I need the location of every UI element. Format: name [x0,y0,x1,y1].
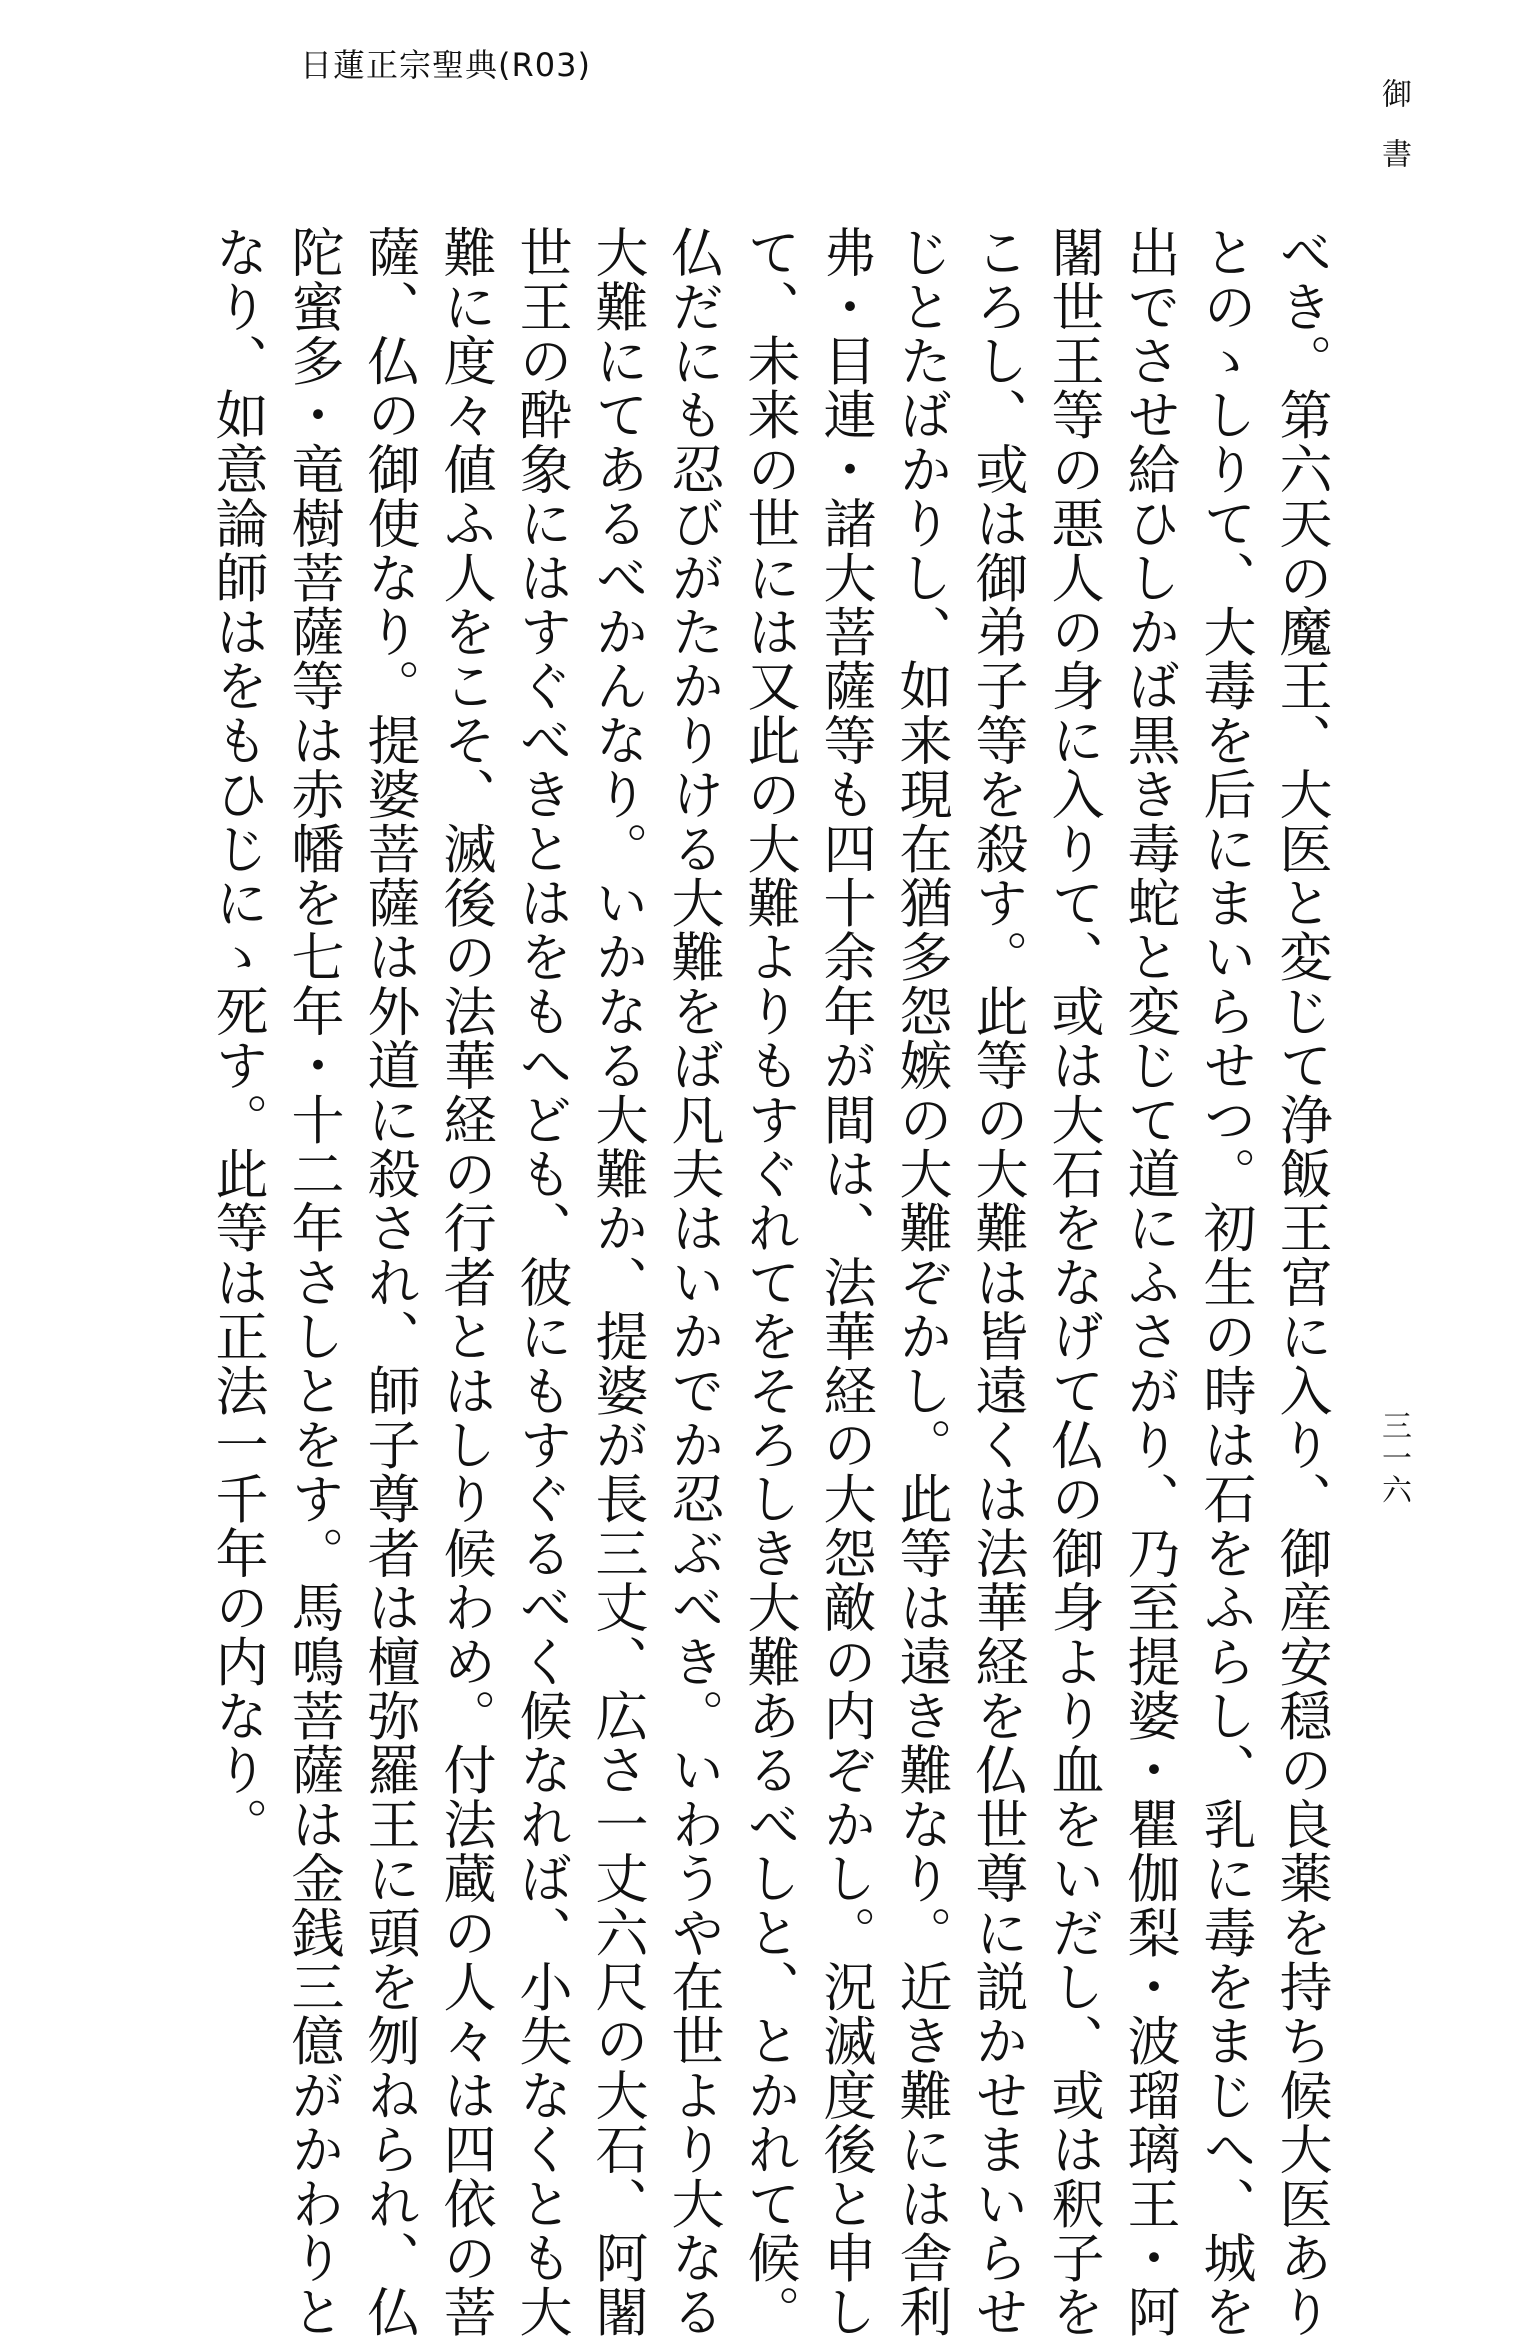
text-column: じとたばかりし、如来現在猶多怨嫉の大難ぞかし。此等は遠き難なり。近き難には舎利 [891,225,952,2339]
text-column: て、未来の世には又此の大難よりもすぐれてをそろしき大難あるべしと、とかれて候。 [739,225,800,2339]
body-text [199,225,1339,2339]
text-column: ころし、或は御弟子等を殺す。此等の大難は皆遠くは法華経を仏世尊に説かせまいらせ [967,225,1028,2339]
text-column: 薩、仏の御使なり。提婆菩薩は外道に殺され、師子尊者は檀弥羅王に頭を刎ねられ、仏 [359,225,420,2339]
page-number: 三一六 [1376,1410,1411,1506]
text-column: 闍世王等の悪人の身に入りて、或は大石をなげて仏の御身より血をいだし、或は釈子を [1043,225,1104,2339]
text-column: 世王の酔象にはすぐべきとはをもへども、彼にもすぐるべく候なれば、小失なくとも大 [511,225,572,2339]
text-column: べき。第六天の魔王、大医と変じて浄飯王宮に入り、御産安穏の良薬を持ち候大医あり [1271,225,1332,2339]
text-column: とのゝしりて、大毒を后にまいらせつ。初生の時は石をふらし、乳に毒をまじへ、城を [1195,225,1256,2339]
document-title: 日蓮正宗聖典(R03) [300,46,591,84]
text-column: 大難にてあるべかんなり。いかなる大難か、提婆が長三丈、広さ一丈六尺の大石、阿闍 [587,225,648,2339]
text-column: 仏だにも忍びがたかりける大難をば凡夫はいかでか忍ぶべき。いわうや在世より大なる [663,225,724,2339]
text-column: 出でさせ給ひしかば黒き毒蛇と変じて道にふさがり、乃至提婆・瞿伽梨・波瑠璃王・阿 [1119,225,1180,2339]
text-column: 弗・目連・諸大菩薩等も四十余年が間は、法華経の大怨敵の内ぞかし。況滅度後と申し [815,225,876,2339]
running-head: 御書 [1376,78,1411,198]
text-column: なり、如意論師はをもひじにゝ死す。此等は正法一千年の内なり。 [207,225,268,1851]
text-column: 難に度々値ふ人をこそ、滅後の法華経の行者とはしり候わめ。付法蔵の人々は四依の菩 [435,225,496,2339]
text-column: 陀蜜多・竜樹菩薩等は赤幡を七年・十二年さしとをす。馬鳴菩薩は金銭三億がかわりと [283,225,344,2339]
